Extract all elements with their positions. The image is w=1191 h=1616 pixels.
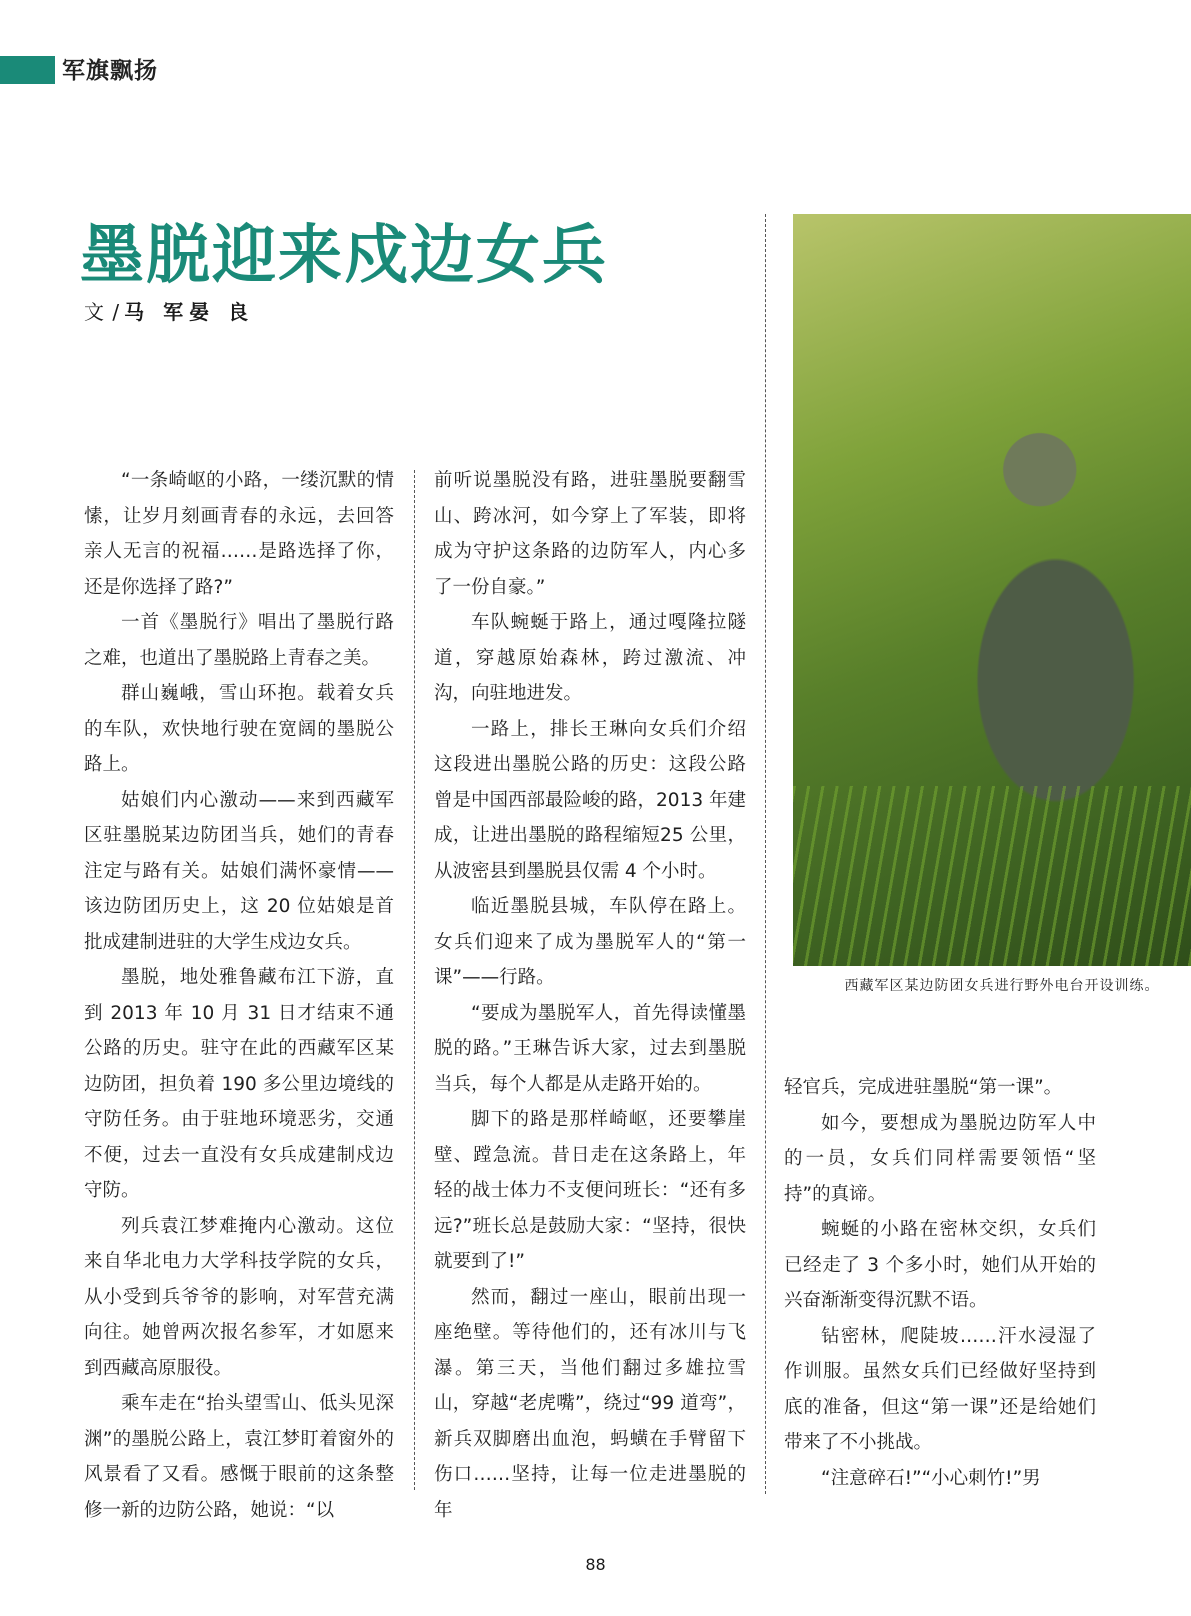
photo-caption: 西藏军区某边防团女兵进行野外电台开设训练。 [844,978,1160,994]
paragraph: 蜿蜒的小路在密林交织，女兵们已经走了 3 个多小时，她们从开始的兴奋渐渐变得沉默不语。 [784,1219,1096,1311]
paragraph: “要成为墨脱军人，首先得读懂墨脱的路。”王琳告诉大家，过去到墨脱当兵，每个人都是从走路开始的。 [434,1002,746,1095]
paragraph: 临近墨脱县城，车队停在路上。女兵们迎来了成为墨脱军人的“第一课”——行路。 [434,896,746,988]
paragraph: 然而，翻过一座山，眼前出现一座绝壁。等待他们的，还有冰川与飞瀑。第三天，当他们翻过多雄拉雪山，穿越“老虎嘴”，绕过“99 道弯”，新兵双脚磨出血泡，蚂蟥在手臂留下伤口……坚持，让每一位走进墨脱的年 [434,1286,746,1521]
column-divider-1 [414,470,415,1490]
byline [84,296,254,325]
column-divider-2 [765,214,766,1494]
paragraph: 一路上，排长王琳向女兵们介绍这段进出墨脱公路的历史：这段公路曾是中国西部最险峻的路，2013 年建成，让进出墨脱的路程缩短25 公里，从波密县到墨脱县仅需 4 个小时。 [434,718,746,882]
photo-grass-texture [793,786,1191,966]
paragraph: 一首《墨脱行》唱出了墨脱行路之难，也道出了墨脱路上青春之美。 [84,612,394,669]
paragraph: 如今，要想成为墨脱边防军人中的一员，女兵们同样需要领悟“坚持”的真谛。 [784,1112,1096,1205]
byline-authors: 马 军晏 良 [124,300,255,324]
paragraph-continued: 前听说墨脱没有路，进驻墨脱要翻雪山、跨冰河，如今穿上了军装，即将成为守护这条路的边防军人，内心多了一份自豪。” [434,470,746,598]
paragraph: 列兵袁江梦难掩内心激动。这位来自华北电力大学科技学院的女兵，从小受到兵爷爷的影响，对军营充满向往。她曾两次报名参军，才如愿来到西藏高原服役。 [84,1215,394,1379]
paragraph: 钻密林，爬陡坡……汗水浸湿了作训服。虽然女兵们已经做好坚持到底的准备，但这“第一课”还是给她们带来了不小挑战。 [784,1325,1096,1453]
paragraph: “一条崎岖的小路，一缕沉默的情愫，让岁月刻画青春的永远，去回答亲人无言的祝福……是路选择了你，还是你选择了路?” [84,470,394,598]
paragraph: 车队蜿蜒于路上，通过嘎隆拉隧道，穿越原始森林，跨过激流、冲沟，向驻地进发。 [434,612,746,704]
text-column-3 [784,1070,1096,1496]
section-label: 军旗飘扬 [62,58,158,84]
paragraph: 脚下的路是那样崎岖，还要攀崖壁、蹚急流。昔日走在这条路上，年轻的战士体力不支便问班长：“还有多远?”班长总是鼓励大家：“坚持，很快就要到了!” [434,1109,746,1272]
paragraph-continued: 轻官兵，完成进驻墨脱“第一课”。 [784,1077,1063,1098]
text-column-1 [84,463,394,1528]
paragraph: 姑娘们内心激动——来到西藏军区驻墨脱某边防团当兵，她们的青春注定与路有关。姑娘们满怀豪情——该边防团历史上，这 20 位姑娘是首批成建制进驻的大学生戍边女兵。 [84,789,394,953]
paragraph: 群山巍峨，雪山环抱。载着女兵的车队，欢快地行驶在宽阔的墨脱公路上。 [84,683,394,775]
paragraph: “注意碎石!”“小心刺竹!”男 [821,1467,1041,1489]
paragraph: 乘车走在“抬头望雪山、低头见深渊”的墨脱公路上，袁江梦盯着窗外的风景看了又看。感慨于眼前的这条整修一新的边防公路，她说：“以 [84,1393,394,1521]
soldier-photo [793,214,1191,966]
section-tab-marker [0,56,55,84]
paragraph: 墨脱，地处雅鲁藏布江下游，直到 2013 年 10 月 31 日才结束不通公路的历史。驻守在此的西藏军区某边防团，担负着 190 多公里边境线的守防任务。由于驻地环境恶劣，交通不便，过去一直没有女兵成建制戍边守防。 [84,967,394,1201]
byline-prefix: 文 / [84,300,121,324]
article-title: 墨脱迎来戍边女兵 [80,219,608,293]
text-column-2 [434,463,746,1528]
page-number: 88 [585,1555,606,1574]
